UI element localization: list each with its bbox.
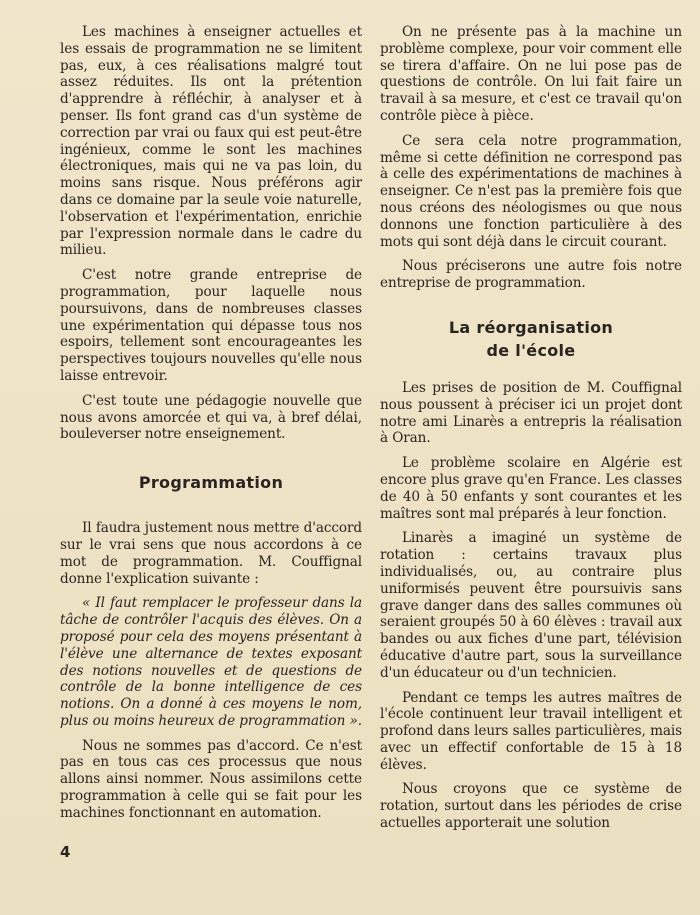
paragraph: Le problème scolaire en Algérie est encore plus grave qu'en France. Les classes de 40 à 50 enfants y sont courantes et les maîtres sont mal préparés à leur fonction. bbox=[380, 455, 682, 522]
section-heading bbox=[60, 471, 362, 494]
section-heading-text: Programmation bbox=[138, 473, 284, 493]
paragraph: On ne présente pas à la machine un problème complexe, pour voir comment elle se tirera d'affaire. On ne lui pose pas de questions de contrôle. On lui fait faire un travail à sa mesure, et c'est ce travail qu'on contrôle pièce à pièce. bbox=[380, 24, 682, 124]
left-column bbox=[60, 24, 362, 830]
quote-paragraph: « Il faut remplacer le professeur dans la tâche de contrôler l'acquis des élèves. On a proposé pour cela des moyens présentant à l'élève une alternance de textes exposant des notions nouvelles et de questions de contrôle de la bonne intelligence de ces notions. On a donné à ces moyens le nom, plus ou moins heureux de programmation ». bbox=[60, 595, 362, 729]
paragraph: Il faudra justement nous mettre d'accord sur le vrai sens que nous accordons à ce mot de programmation. M. Couffignal donne l'explication suivante : bbox=[60, 520, 362, 587]
section-heading bbox=[380, 316, 682, 362]
paragraph: Les prises de position de M. Couffignal nous poussent à préciser ici un projet dont notre ami Linarès a entrepris la réalisation à Oran. bbox=[380, 379, 682, 447]
paragraph: C'est toute une pédagogie nouvelle que nous avons amorcée et qui va, à bref délai, bouleverser notre enseignement. bbox=[60, 392, 362, 443]
paragraph: C'est notre grande entreprise de programmation, pour laquelle nous poursuivons, dans de nombreuses classes une expérimentation qui dépasse tous nos espoirs, tellement sont encourageantes les perspectives toujours nouvelles qu'elle nous laisse entrevoir. bbox=[60, 267, 362, 384]
right-column bbox=[380, 24, 682, 840]
paragraph: Nous ne sommes pas d'accord. Ce n'est pas en tous cas ces processus que nous allons ainsi nommer. Nous assimilons cette programmation à celle qui se fait pour les machines fonctionnant en automation. bbox=[60, 737, 362, 821]
section-heading-line-1: La réorganisation bbox=[448, 317, 614, 337]
paragraph: Nous croyons que ce système de rotation, surtout dans les périodes de crise actuelles apporterait une solution bbox=[380, 781, 682, 832]
paragraph: Linarès a imaginé un système de rotation : certains travaux plus individualisés, ou, au contraire plus uniformisés peuvent être poursuivis sans grave danger dans des salles communes où seraient groupés 50 à 60 élèves : travail aux bandes ou aux fiches d'une part, télévision éducative d'autre part, sous la surveillance d'un éducateur ou d'un technicien. bbox=[380, 530, 682, 681]
paragraph: Nous préciserons une autre fois notre entreprise de programmation. bbox=[380, 258, 682, 292]
page-number: 4 bbox=[60, 843, 71, 861]
section-heading-line-2: de l'école bbox=[486, 340, 576, 360]
paragraph: Pendant ce temps les autres maîtres de l'école continuent leur travail intelligent et profond dans leurs salles particulières, mais avec un effectif confortable de 15 à 18 élèves. bbox=[380, 689, 682, 773]
paragraph: Les machines à enseigner actuelles et les essais de programmation ne se limitent pas, eux, à ces réalisations malgré tout assez réduites. Ils ont la prétention d'apprendre à réfléchir, à analyser et à penser. Ils font grand cas d'un système de correction par vrai ou faux qui est peut-être ingénieux, comme le sont les machines électroniques, mais qui ne va pas loin, du moins sans risque. Nous préférons agir dans ce domaine par la seule voie naturelle, l'observation et l'expérimentation, enrichie par l'expression normale dans le cadre du milieu. bbox=[60, 24, 362, 259]
paragraph: Ce sera cela notre programmation, même si cette définition ne correspond pas à celle des expérimentations de machines à enseigner. Ce n'est pas la première fois que nous créons des néologismes ou que nous donnons une fonction particulière à des mots qui sont déjà dans le circuit courant. bbox=[380, 132, 682, 250]
